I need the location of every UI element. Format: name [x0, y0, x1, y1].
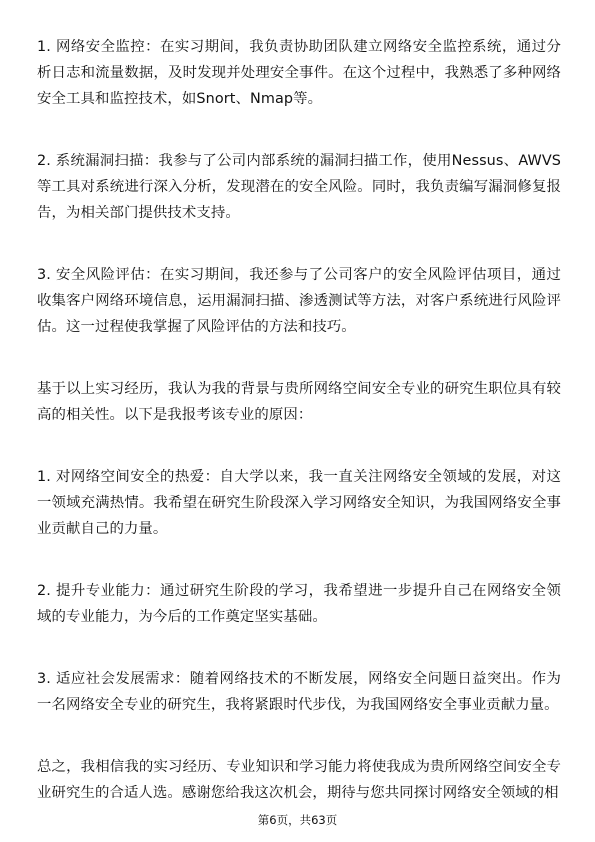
paragraph-reason-social-need: 3. 适应社会发展需求：随着网络技术的不断发展，网络安全问题日益突出。作为一名网络安全专业的研究生，我将紧跟时代步伐，为我国网络安全事业贡献力量。 — [37, 671, 561, 713]
paragraph-reason-passion: 1. 对网络空间安全的热爱：自大学以来，我一直关注网络安全领域的发展，对这一领域充满热情。我希望在研究生阶段深入学习网络安全知识，为我国网络安全事业贡献自己的力量。 — [37, 469, 561, 537]
page-number: 第6页，共63页 — [257, 813, 338, 827]
paragraph-risk-assessment: 3. 安全风险评估：在实习期间，我还参与了公司客户的安全风险评估项目，通过收集客户网络环境信息，运用漏洞扫描、渗透测试等方法，对客户系统进行风险评估。这一过程使我掌握了风险评估的方法和技巧。 — [37, 267, 561, 335]
paragraph-network-monitoring: 1. 网络安全监控：在实习期间，我负责协助团队建立网络安全监控系统，通过分析日志和流量数据，及时发现并处理安全事件。在这个过程中，我熟悉了多种网络安全工具和监控技术，如Snort、Nmap等。 — [37, 39, 561, 107]
paragraph-vulnerability-scan: 2. 系统漏洞扫描：我参与了公司内部系统的漏洞扫描工作，使用Nessus、AWVS等工具对系统进行深入分析，发现潜在的安全风险。同时，我负责编写漏洞修复报告，为相关部门提供技术支持。 — [37, 153, 561, 221]
paragraph-relevance-intro: 基于以上实习经历，我认为我的背景与贵所网络空间安全专业的研究生职位具有较高的相关性。以下是我报考该专业的原因： — [37, 381, 561, 423]
paragraph-reason-ability: 2. 提升专业能力：通过研究生阶段的学习，我希望进一步提升自己在网络安全领域的专业能力，为今后的工作奠定坚实基础。 — [37, 583, 561, 625]
document-body — [37, 34, 561, 806]
paragraph-conclusion: 总之，我相信我的实习经历、专业知识和学习能力将使我成为贵所网络空间安全专业研究生的合适人选。感谢您给我这次机会，期待与您共同探讨网络安全领域的相 — [37, 759, 561, 801]
